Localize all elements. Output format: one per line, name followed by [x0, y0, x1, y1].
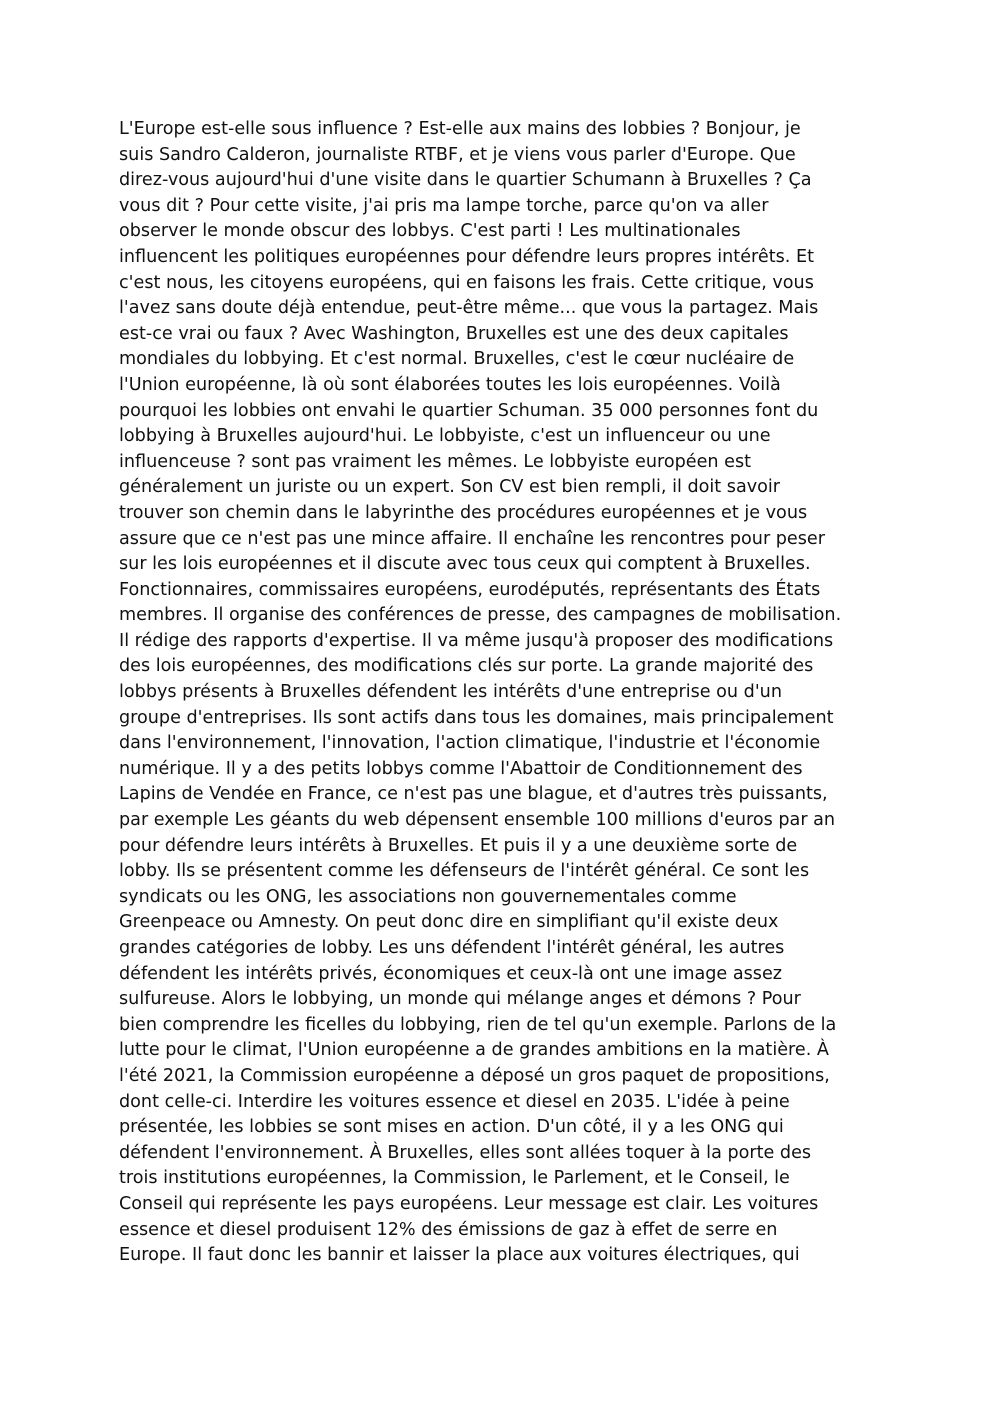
text-line: des lois européennes, des modifications clés sur porte. La grande majorité des	[119, 656, 814, 677]
text-line: Conseil qui représente les pays européens. Leur message est clair. Les voitures	[119, 1193, 819, 1214]
text-line: numérique. Il y a des petits lobbys comme l'Abattoir de Conditionnement des	[119, 758, 803, 779]
text-line: dont celle-ci. Interdire les voitures essence et diesel en 2035. L'idée à peine	[119, 1091, 790, 1112]
text-line: membres. Il organise des conférences de presse, des campagnes de mobilisation.	[119, 605, 842, 626]
text-line: lobbys présents à Bruxelles défendent les intérêts d'une entreprise ou d'un	[119, 682, 782, 703]
text-line: Europe. Il faut donc les bannir et laisser la place aux voitures électriques, qui	[119, 1245, 800, 1266]
text-line: suis Sandro Calderon, journaliste RTBF, et je viens vous parler d'Europe. Que	[119, 144, 796, 165]
text-line: influenceuse ? sont pas vraiment les mêmes. Le lobbyiste européen est	[119, 451, 752, 472]
text-line: influencent les politiques européennes pour défendre leurs propres intérêts. Et	[119, 246, 814, 267]
text-line: lutte pour le climat, l'Union européenne a de grandes ambitions en la matière. À	[119, 1040, 829, 1061]
text-line: pour défendre leurs intérêts à Bruxelles. Et puis il y a une deuxième sorte de	[119, 835, 798, 856]
text-line: est-ce vrai ou faux ? Avec Washington, Bruxelles est une des deux capitales	[119, 323, 789, 344]
text-line: sur les lois européennes et il discute avec tous ceux qui comptent à Bruxelles.	[119, 554, 811, 575]
text-line: assure que ce n'est pas une mince affaire. Il enchaîne les rencontres pour peser	[119, 528, 825, 549]
text-line: Il rédige des rapports d'expertise. Il va même jusqu'à proposer des modifications	[119, 630, 834, 651]
text-line: pourquoi les lobbies ont envahi le quartier Schuman. 35 000 personnes font du	[119, 400, 819, 421]
text-line: observer le monde obscur des lobbys. C'est parti ! Les multinationales	[119, 221, 741, 242]
text-line: bien comprendre les ficelles du lobbying, rien de tel qu'un exemple. Parlons de la	[119, 1014, 837, 1035]
text-line: dans l'environnement, l'innovation, l'action climatique, l'industrie et l'économie	[119, 733, 821, 754]
text-line: grandes catégories de lobby. Les uns défendent l'intérêt général, les autres	[119, 938, 785, 958]
text-line: trouver son chemin dans le labyrinthe des procédures européennes et je vous	[119, 502, 808, 523]
transcript-paragraph	[119, 117, 879, 1269]
text-line: l'été 2021, la Commission européenne a déposé un gros paquet de propositions,	[119, 1065, 830, 1086]
text-line: sulfureuse. Alors le lobbying, un monde qui mélange anges et démons ? Pour	[119, 989, 801, 1010]
text-line: généralement un juriste ou un expert. Son CV est bien rempli, il doit savoir	[119, 477, 781, 498]
text-line: l'Union européenne, là où sont élaborées toutes les lois européennes. Voilà	[119, 374, 781, 395]
text-line: Fonctionnaires, commissaires européens, eurodéputés, représentants des États	[119, 579, 821, 600]
text-line: L'Europe est-elle sous influence ? Est-elle aux mains des lobbies ? Bonjour, je	[119, 119, 801, 139]
text-line: essence et diesel produisent 12% des émissions de gaz à effet de serre en	[119, 1219, 778, 1240]
text-line: vous dit ? Pour cette visite, j'ai pris ma lampe torche, parce qu'on va aller	[119, 195, 769, 216]
text-line: mondiales du lobbying. Et c'est normal. Bruxelles, c'est le cœur nucléaire de	[119, 349, 795, 370]
text-line: lobby. Ils se présentent comme les défenseurs de l'intérêt général. Ce sont les	[119, 861, 810, 882]
text-line: lobbying à Bruxelles aujourd'hui. Le lobbyiste, c'est un influenceur ou une	[119, 426, 771, 447]
text-line: l'avez sans doute déjà entendue, peut-être même... que vous la partagez. Mais	[119, 298, 819, 319]
text-line: Greenpeace ou Amnesty. On peut donc dire en simplifiant qu'il existe deux	[119, 912, 779, 933]
text-line: c'est nous, les citoyens européens, qui en faisons les frais. Cette critique, vous	[119, 272, 814, 293]
text-line: groupe d'entreprises. Ils sont actifs dans tous les domaines, mais principalement	[119, 707, 834, 728]
text-line: présentée, les lobbies se sont mises en action. D'un côté, il y a les ONG qui	[119, 1117, 784, 1138]
text-line: défendent les intérêts privés, économiques et ceux-là ont une image assez	[119, 963, 783, 984]
text-line: direz-vous aujourd'hui d'une visite dans le quartier Schumann à Bruxelles ? Ça	[119, 170, 812, 191]
text-line: défendent l'environnement. À Bruxelles, elles sont allées toquer à la porte des	[119, 1142, 812, 1163]
text-line: syndicats ou les ONG, les associations non gouvernementales comme	[119, 886, 737, 907]
text-line: par exemple Les géants du web dépensent ensemble 100 millions d'euros par an	[119, 810, 836, 831]
text-line: Lapins de Vendée en France, ce n'est pas une blague, et d'autres très puissants,	[119, 784, 828, 805]
text-line: trois institutions européennes, la Commission, le Parlement, et le Conseil, le	[119, 1168, 790, 1189]
